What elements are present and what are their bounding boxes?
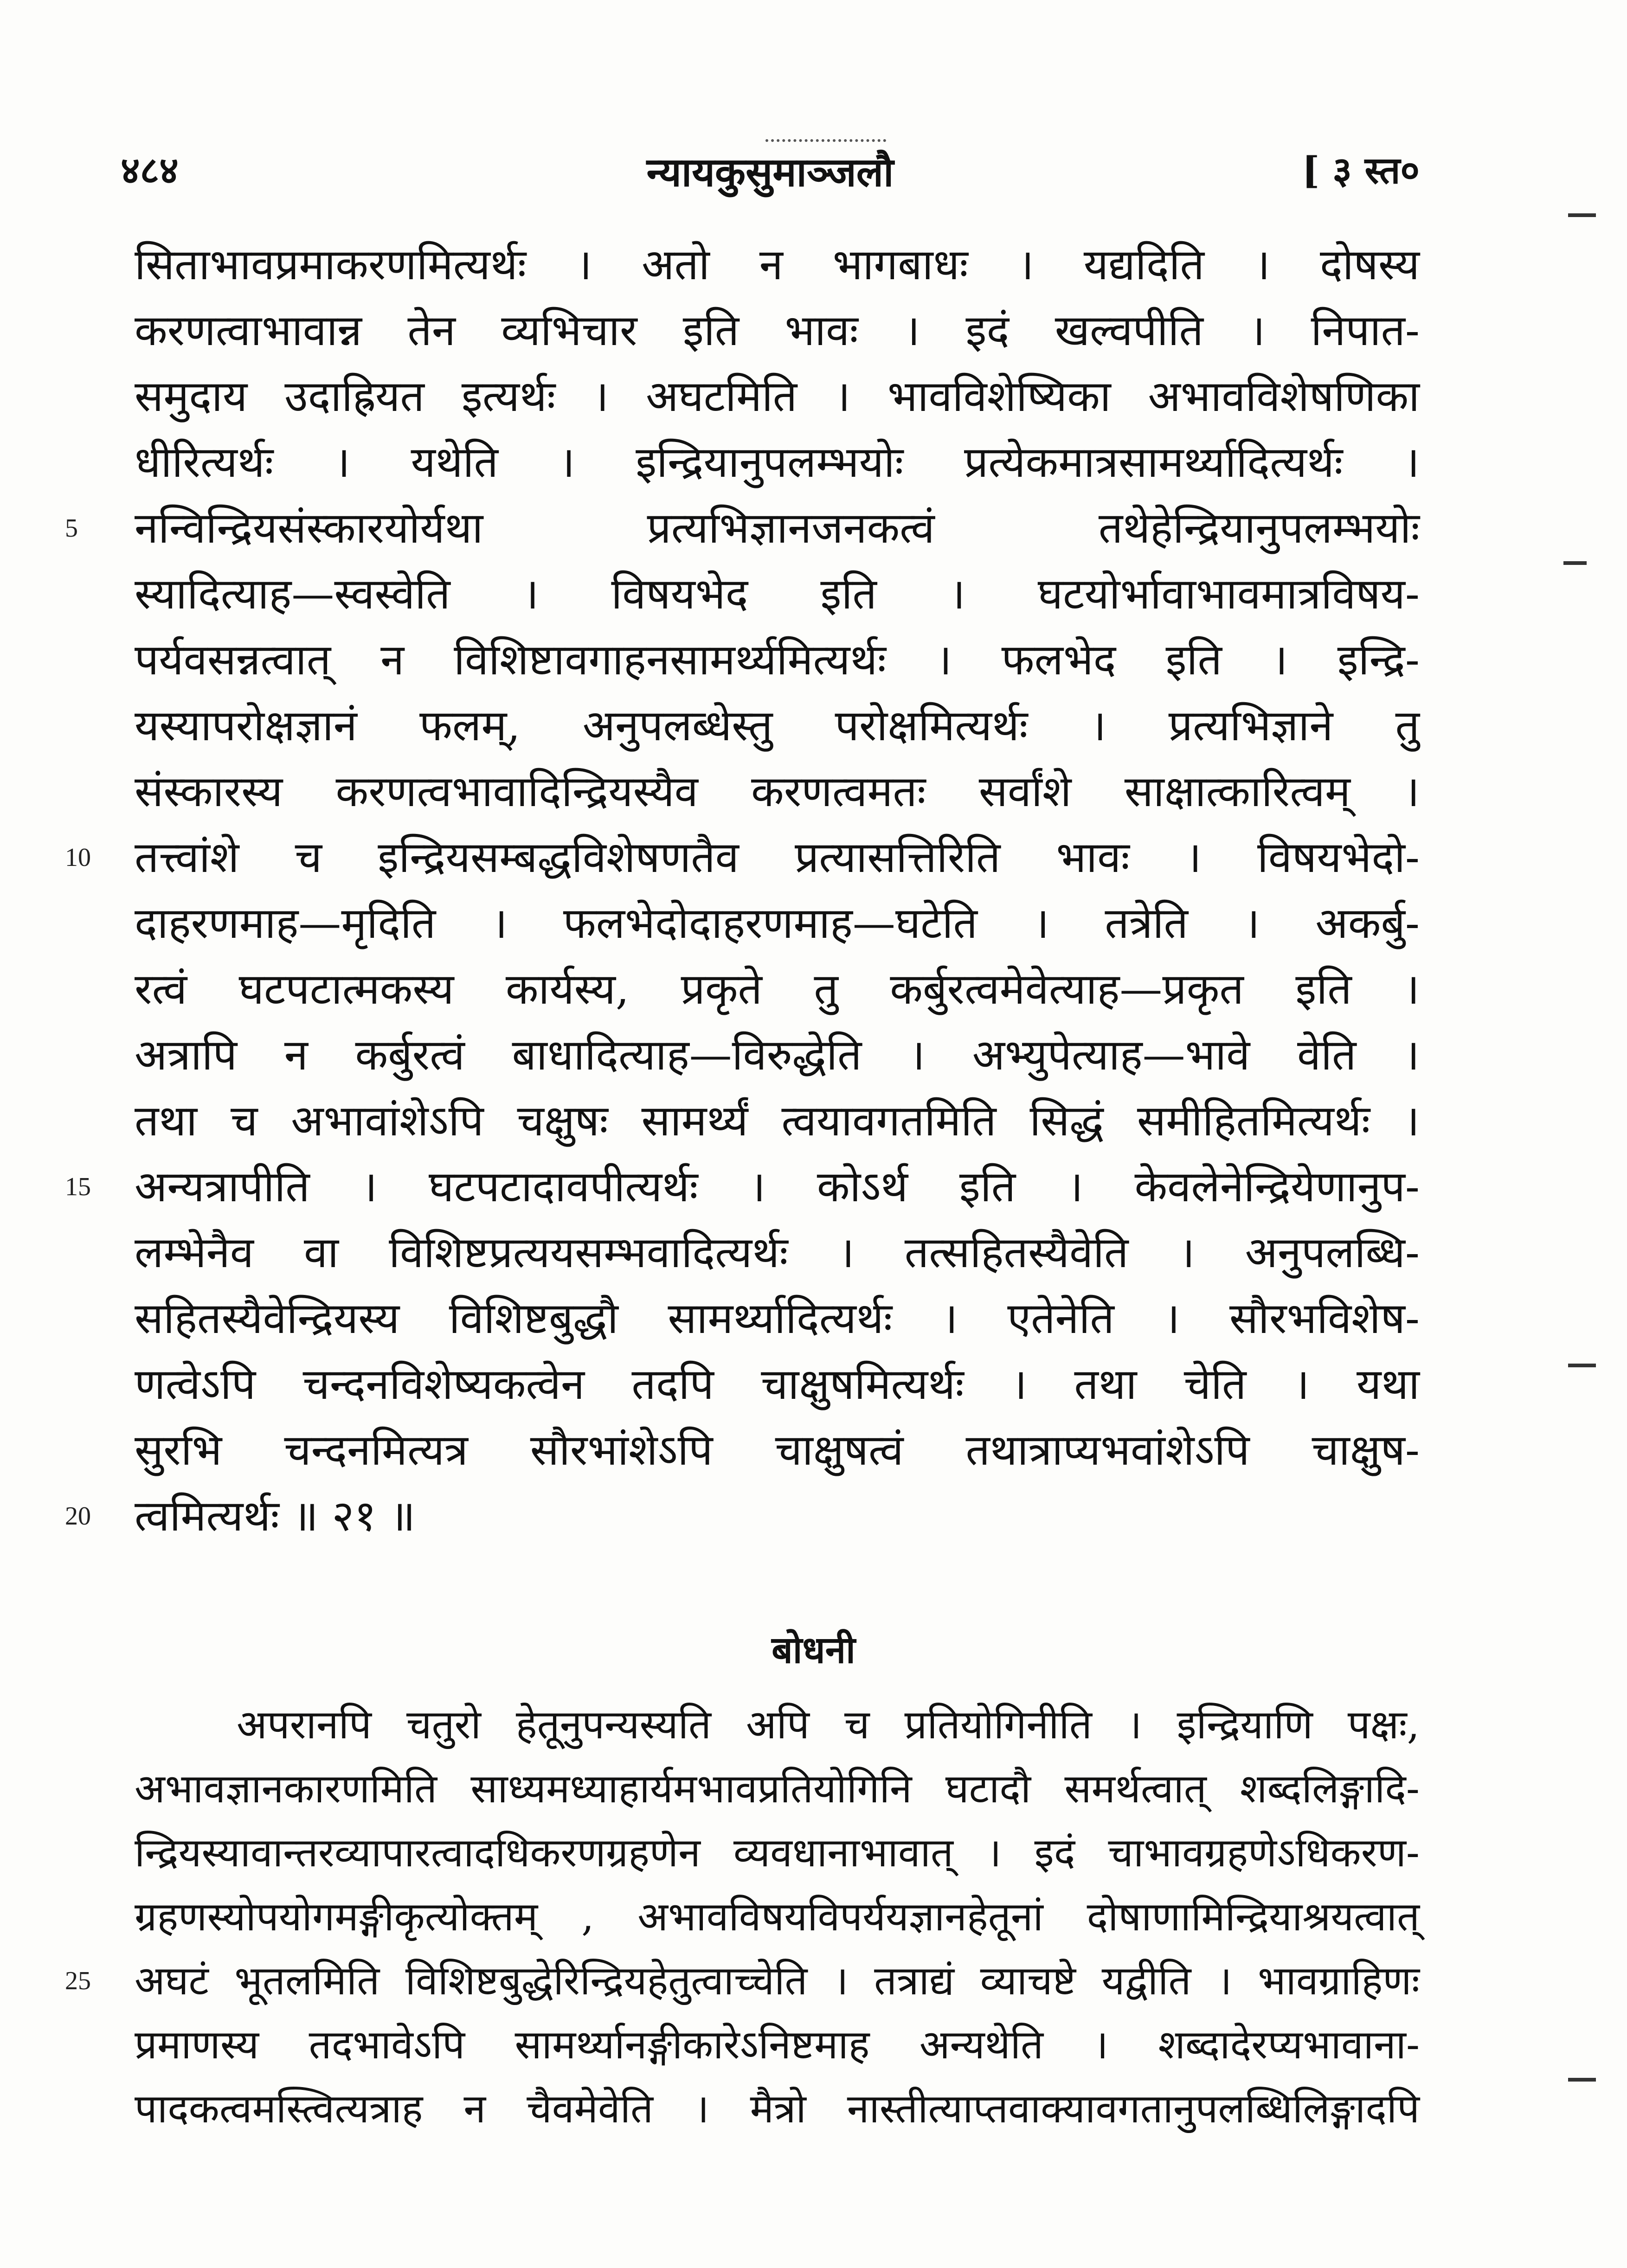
- text-line: [135, 1022, 1420, 1088]
- line-number: 25: [65, 1967, 91, 1995]
- line-text: समुदाय उदाह्रियत इत्यर्थः । अघटमिति । भावविशेष्यिका अभावविशेषणिका: [135, 372, 1420, 421]
- line-text: अन्यत्रापीति । घटपटादावपीत्यर्थः । कोऽर्थ इति । केवलेनेन्द्रियेणानुप-: [135, 1162, 1420, 1211]
- line-text: धीरित्यर्थः । यथेति । इन्द्रियानुपलम्भयोः प्रत्येकमात्रसामर्थ्यादित्यर्थः ।: [135, 437, 1420, 487]
- text-line: [135, 1088, 1420, 1154]
- text-line: [65, 1483, 1420, 1549]
- text-line: [135, 1693, 1420, 1757]
- running-title: न्यायकुसुमाञ्जलौ: [646, 149, 894, 196]
- line-number: 5: [65, 514, 78, 543]
- text-line: [135, 2077, 1420, 2141]
- text-line: [135, 1821, 1420, 1885]
- text-line: [135, 627, 1420, 693]
- line-text: ग्रहणस्योपयोगमङ्गीकृत्योक्तम् , अभावविषयविपर्ययज्ञानहेतूनां दोषाणामिन्द्रियाश्रयत्वात्: [135, 1894, 1420, 1940]
- line-text: तत्त्वांशे च इन्द्रियसम्बद्धविशेषणतैव प्रत्यासत्तिरिति भावः । विषयभेदो-: [135, 833, 1420, 882]
- line-text: यस्यापरोक्षज्ञानं फलम्, अनुपलब्धेस्तु परोक्षमित्यर्थः । प्रत्यभिज्ञाने तु: [135, 701, 1420, 750]
- margin-mark: [1568, 1364, 1596, 1367]
- section-reference: [ ३ स्त०: [1302, 148, 1420, 192]
- bodhani-text: [65, 1693, 1420, 2141]
- line-text: लम्भेनैव वा विशिष्टप्रत्ययसम्भवादित्यर्थः । तत्सहितस्यैवेति । अनुपलब्धि-: [135, 1228, 1420, 1277]
- line-text: सिताभावप्रमाकरणमित्यर्थः । अतो न भागबाधः । यद्यदिति । दोषस्य: [135, 240, 1420, 289]
- line-text: अत्रापि न कर्बुरत्वं बाधादित्याह—विरुद्धेति । अभ्युपेत्याह—भावे वेति ।: [135, 1030, 1420, 1080]
- text-line: [135, 429, 1420, 495]
- text-line: [135, 1286, 1420, 1352]
- page-number: ४८४: [121, 148, 179, 192]
- line-text: तथा च अभावांशेऽपि चक्षुषः सामर्थ्यं त्वयावगतमिति सिद्धं समीहितमित्यर्थः ।: [135, 1096, 1420, 1146]
- text-line: [65, 1154, 1420, 1220]
- line-text: सहितस्यैवेन्द्रियस्य विशिष्टबुद्धौ सामर्थ्यादित्यर्थः । एतेनेति । सौरभविशेष-: [135, 1294, 1420, 1343]
- text-line: [135, 1885, 1420, 1949]
- text-line: [135, 2013, 1420, 2077]
- line-text: करणत्वाभावान्न तेन व्यभिचार इति भावः । इदं खल्वपीति । निपात-: [135, 306, 1420, 355]
- line-text: णत्वेऽपि चन्दनविशेष्यकत्वेन तदपि चाक्षुषमित्यर्थः । तथा चेति । यथा: [135, 1359, 1420, 1409]
- text-line: [65, 825, 1420, 891]
- page-header: [121, 139, 1420, 195]
- line-number: 20: [65, 1502, 91, 1531]
- text-line: [135, 1352, 1420, 1417]
- line-text: पर्यवसन्नत्वात् न विशिष्टावगाहनसामर्थ्यमित्यर्थः । फलभेद इति । इन्द्रि-: [135, 635, 1420, 685]
- line-text: अघटं भूतलमिति विशिष्टबुद्धेरिन्द्रियहेतुत्वाच्चेति । तत्राद्यं व्याचष्टे यद्वीति । भावग्राहिणः: [135, 1958, 1420, 2004]
- text-line: [135, 1757, 1420, 1821]
- text-line: [135, 693, 1420, 759]
- line-text: प्रमाणस्य तदभावेऽपि सामर्थ्यानङ्गीकारेऽनिष्टमाह अन्यथेति । शब्दादेरप्यभावाना-: [135, 2022, 1420, 2068]
- text-line: [135, 1417, 1420, 1483]
- line-text: अभावज्ञानकारणमिति साध्यमध्याहार्यमभावप्रतियोगिनि घटादौ समर्थत्वात् शब्दलिङ्गादि-: [135, 1766, 1420, 1812]
- line-text: त्वमित्यर्थः ॥ २१ ॥: [135, 1491, 416, 1541]
- commentary-text: [65, 232, 1420, 1549]
- line-text: न्द्रियस्यावान्तरव्यापारत्वादधिकरणग्रहणेन व्यवधानाभावात् । इदं चाभावग्रहणेऽधिकरण-: [135, 1830, 1420, 1876]
- section-heading: बोधनी: [772, 1628, 855, 1672]
- text-line: [135, 232, 1420, 298]
- line-text: रत्वं घटपटात्मकस्य कार्यस्य, प्रकृते तु कर्बुरत्वमेवेत्याह—प्रकृत इति ।: [135, 964, 1420, 1014]
- line-number: 15: [65, 1172, 91, 1201]
- text-line: [135, 891, 1420, 956]
- line-number: 10: [65, 843, 91, 872]
- text-line: [65, 495, 1420, 561]
- text-line: [135, 561, 1420, 627]
- text-line: [135, 298, 1420, 364]
- text-line: [135, 1220, 1420, 1286]
- margin-mark: [1563, 561, 1587, 565]
- line-text: स्यादित्याह—स्वस्वेति । विषयभेद इति । घटयोर्भावाभावमात्रविषय-: [135, 569, 1420, 619]
- margin-mark: [1568, 213, 1596, 217]
- margin-mark: [1568, 2078, 1596, 2082]
- line-text: पादकत्वमस्त्वित्यत्राह न चैवमेवेति । मैत्रो नास्तीत्याप्तवाक्यावगतानुपलब्धिलिङ्गादपि: [135, 2086, 1420, 2132]
- line-text: सुरभि चन्दनमित्यत्र सौरभांशेऽपि चाक्षुषत्वं तथात्राप्यभवांशेऽपि चाक्षुष-: [135, 1425, 1420, 1475]
- line-text: संस्कारस्य करणत्वभावादिन्द्रियस्यैव करणत्वमतः सर्वांशे साक्षात्कारित्वम् ।: [135, 767, 1420, 816]
- text-line: [135, 364, 1420, 429]
- line-text: दाहरणमाह—मृदिति । फलभेदोदाहरणमाह—घटेति । तत्रेति । अकर्बु-: [135, 898, 1420, 948]
- text-line: [135, 759, 1420, 825]
- text-line: [65, 1949, 1420, 2013]
- text-line: [135, 956, 1420, 1022]
- line-text: नन्विन्द्रियसंस्कारयोर्यथा प्रत्यभिज्ञानजनकत्वं तथेहेन्द्रियानुपलम्भयोः: [135, 503, 1420, 553]
- line-text: अपरानपि चतुरो हेतूनुपन्यस्यति अपि च प्रतियोगिनीति । इन्द्रियाणि पक्षः,: [237, 1702, 1420, 1748]
